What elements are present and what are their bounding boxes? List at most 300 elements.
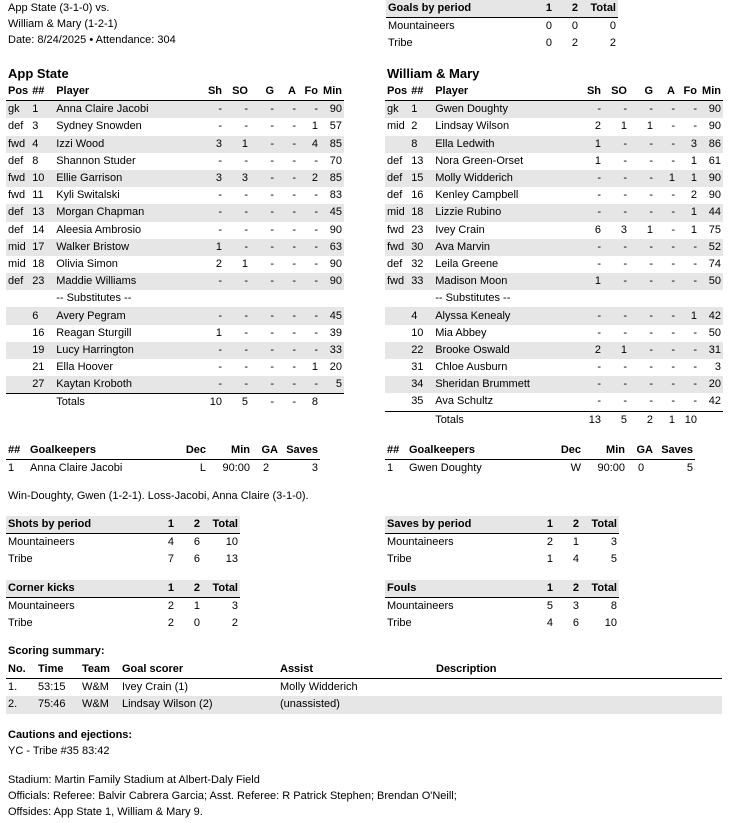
col-header: Goalkeepers [407, 442, 543, 460]
cell: 3 [231, 600, 238, 613]
cell: - [270, 189, 274, 202]
game-header [8, 0, 176, 48]
col-header: A [655, 83, 677, 101]
cell: fwd [387, 240, 405, 253]
col-header: Goalkeepers [28, 442, 168, 460]
cell: 1 [241, 137, 248, 150]
cell: - [623, 309, 627, 322]
cell: - [244, 240, 248, 253]
cell: - [649, 240, 653, 253]
cell: - [314, 257, 318, 270]
col-header: Fo [298, 83, 320, 101]
cell: mid [387, 206, 405, 219]
col-header: ## [385, 442, 407, 460]
cell: - [597, 257, 601, 270]
cell: 85 [329, 172, 342, 185]
cell: fwd [8, 137, 26, 150]
player-row [6, 342, 344, 359]
player-row [385, 239, 723, 256]
col-header: Total [202, 516, 240, 534]
cell: 75 [708, 223, 721, 236]
player-name: Lindsay Wilson [435, 120, 510, 133]
cell: - [244, 189, 248, 202]
cell [385, 376, 409, 393]
decision-line: Win-Doughty, Gwen (1-2-1). Loss-Jacobi, Anna Claire (3-1-0). [8, 490, 309, 502]
cell: 13 [411, 154, 424, 167]
col-header: Sh [198, 83, 224, 101]
col-header: Player [54, 83, 198, 101]
cell: 10 [32, 172, 45, 185]
app-state-title: App State [8, 66, 69, 81]
period-table-title: Shots by period [6, 516, 150, 534]
cell: - [623, 172, 627, 185]
col-header: Total [581, 516, 619, 534]
player-row [385, 342, 723, 359]
cell: 10 [411, 326, 424, 339]
totals-cell: 2 [629, 411, 655, 429]
cell: - [270, 257, 274, 270]
cell: 90 [708, 189, 721, 202]
player-row [6, 359, 344, 376]
cell: - [649, 103, 653, 116]
col-header: GA [252, 442, 280, 460]
totals-cell: - [250, 394, 276, 412]
william-mary-player-table [385, 83, 723, 429]
period-table-title: Saves by period [385, 516, 529, 534]
cell: 2 [231, 617, 238, 630]
william-mary-goalkeepers-table [385, 442, 695, 477]
cell: mid [8, 240, 26, 253]
table-row [385, 460, 695, 478]
cell: - [244, 378, 248, 391]
cell: - [671, 154, 675, 167]
table-row [6, 696, 722, 713]
player-name: Mia Abbey [435, 326, 487, 339]
cell: 5 [546, 600, 553, 613]
cell: 1 [311, 120, 318, 133]
cell: - [649, 361, 653, 374]
player-name: Shannon Studer [56, 154, 136, 167]
totals-cell [6, 394, 30, 412]
cell: - [292, 206, 296, 219]
cell: - [218, 361, 222, 374]
cell: 20 [708, 378, 721, 391]
cell: - [292, 120, 296, 133]
cell: 1 [594, 137, 601, 150]
cell: - [649, 189, 653, 202]
player-name: Ivey Crain [435, 223, 485, 236]
player-row [385, 170, 723, 187]
cell [6, 325, 30, 342]
cell: - [270, 154, 274, 167]
col-header: Team [80, 661, 120, 679]
player-name: Chloe Ausburn [435, 361, 508, 374]
cell: - [623, 361, 627, 374]
cell: 39 [329, 326, 342, 339]
col-header: 1 [528, 0, 554, 18]
cell [6, 359, 30, 376]
cell: 19 [32, 343, 45, 356]
cell: - [292, 137, 296, 150]
col-header: ## [30, 83, 54, 101]
cell: - [244, 120, 248, 133]
cell: 5 [335, 378, 342, 391]
player-name: Ella Ledwith [435, 137, 495, 150]
cell: 74 [708, 257, 721, 270]
cell: - [292, 189, 296, 202]
cell: (unassisted) [280, 698, 340, 711]
cell: 1 [311, 361, 318, 374]
cell: gk [8, 103, 20, 116]
totals-cell [385, 411, 409, 429]
team-name: Mountaineers [387, 536, 454, 549]
table-row [6, 460, 320, 478]
col-header: Total [202, 580, 240, 598]
totals-cell: 10 [677, 411, 699, 429]
team-name: Tribe [388, 37, 413, 50]
cell: 1 [690, 206, 697, 219]
player-name: Walker Bristow [56, 240, 130, 253]
player-row [6, 325, 344, 342]
header-line-3: Date: 8/24/2025 • Attendance: 304 [8, 34, 176, 46]
cell: 0 [571, 20, 578, 33]
cell: 10 [225, 536, 238, 549]
cell: - [244, 275, 248, 288]
cell: - [649, 395, 653, 408]
substitutes-label: -- Substitutes -- [435, 292, 511, 305]
cell: - [244, 309, 248, 322]
player-row [6, 187, 344, 204]
cell [6, 342, 30, 359]
player-row [6, 204, 344, 221]
cell: 61 [708, 154, 721, 167]
cell: - [623, 395, 627, 408]
player-name: Brooke Oswald [435, 343, 510, 356]
cell: 3 [610, 536, 617, 549]
cell [385, 307, 409, 324]
col-header: Saves [655, 442, 695, 460]
cell: 5 [610, 553, 617, 566]
cell: 53:15 [38, 681, 66, 694]
cell [434, 696, 722, 713]
cell: def [8, 223, 24, 236]
scoring-summary-table [6, 661, 722, 714]
cell: - [623, 103, 627, 116]
cell: gk [387, 103, 399, 116]
totals-cell: - [276, 394, 298, 412]
table-row [6, 598, 240, 616]
cell: 3 [241, 172, 248, 185]
cell: 42 [708, 309, 721, 322]
cell: 18 [32, 257, 45, 270]
cell: def [387, 154, 403, 167]
cell: - [649, 343, 653, 356]
player-row [385, 359, 723, 376]
player-row [6, 136, 344, 153]
cell: 4 [572, 553, 579, 566]
cell: 6 [572, 617, 579, 630]
cell: Molly Widderich [280, 681, 358, 694]
header-line-2: William & Mary (1-2-1) [8, 18, 118, 30]
cell: 2 [609, 37, 616, 50]
cell: - [218, 223, 222, 236]
cell: 13 [32, 206, 45, 219]
col-header: Min [583, 442, 627, 460]
cell: 23 [32, 275, 45, 288]
player-row [385, 256, 723, 273]
cell: fwd [8, 189, 26, 202]
cell: 23 [411, 223, 424, 236]
cell: - [314, 206, 318, 219]
cell: 0 [609, 20, 616, 33]
cell: - [292, 326, 296, 339]
cell: - [671, 189, 675, 202]
player-name: Olivia Simon [56, 257, 118, 270]
cell: - [244, 154, 248, 167]
william-mary-title: William & Mary [387, 66, 480, 81]
cell: - [292, 223, 296, 236]
cell: - [314, 326, 318, 339]
table-row [6, 534, 240, 552]
cell [6, 307, 30, 324]
cell: - [244, 223, 248, 236]
cell: 7 [167, 553, 174, 566]
app-state-player-table [6, 83, 344, 412]
cell: 85 [329, 137, 342, 150]
cell: 3 [620, 223, 627, 236]
col-header: Sh [577, 83, 603, 101]
cell: def [8, 206, 24, 219]
cell: - [649, 378, 653, 391]
cell: 4 [311, 137, 318, 150]
cell: 4 [32, 137, 39, 150]
cell: - [597, 361, 601, 374]
officials-line: Officials: Referee: Balvir Cabrera Garcia; Asst. Referee: R Patrick Stephen; Brendan O'Neill; [8, 790, 457, 802]
cell: W&M [82, 698, 109, 711]
cell: 1 [594, 275, 601, 288]
cell: 63 [329, 240, 342, 253]
totals-row [385, 411, 723, 429]
cell: - [314, 189, 318, 202]
cell: - [314, 378, 318, 391]
cell: 2 [167, 600, 174, 613]
cell: - [270, 206, 274, 219]
fouls-table [385, 580, 619, 633]
table-row [6, 551, 240, 568]
player-row [385, 325, 723, 342]
cell: - [597, 309, 601, 322]
offsides-line: Offsides: App State 1, William & Mary 9. [8, 806, 203, 818]
cell: - [671, 309, 675, 322]
cell: - [270, 309, 274, 322]
cell: Ivey Crain (1) [122, 681, 189, 694]
cell: - [292, 361, 296, 374]
player-row [6, 101, 344, 119]
col-header: ## [6, 442, 28, 460]
cell: 2 [546, 536, 553, 549]
cell: - [270, 378, 274, 391]
cell: 1 [690, 309, 697, 322]
cell: - [244, 326, 248, 339]
cell: - [218, 120, 222, 133]
cell: 2 [311, 172, 318, 185]
cell: 1 [646, 223, 653, 236]
game-footer [8, 772, 457, 820]
player-row [385, 204, 723, 221]
cell: 33 [329, 343, 342, 356]
col-header: A [276, 83, 298, 101]
cell: 86 [708, 137, 721, 150]
substitutes-label-row [6, 290, 344, 307]
cell: 16 [411, 189, 424, 202]
cell: - [292, 154, 296, 167]
cell: 0 [193, 617, 200, 630]
col-header: Description [434, 661, 722, 679]
cell: 8 [411, 137, 418, 150]
cell: 11 [32, 189, 44, 202]
player-name: Morgan Chapman [56, 206, 145, 219]
cell: - [218, 343, 222, 356]
cell: 20 [329, 361, 342, 374]
totals-cell: 1 [655, 411, 677, 429]
table-row [6, 679, 722, 697]
cell: - [649, 309, 653, 322]
cell: - [623, 189, 627, 202]
col-header: Time [36, 661, 80, 679]
cell: def [387, 189, 403, 202]
player-row [6, 222, 344, 239]
cell: 1 [387, 462, 394, 475]
cell: 44 [708, 206, 721, 219]
cell: - [314, 343, 318, 356]
player-row [6, 153, 344, 170]
cell: - [270, 172, 274, 185]
cell: - [292, 378, 296, 391]
cell: - [270, 223, 274, 236]
col-header: Min [208, 442, 252, 460]
player-row [6, 256, 344, 273]
cell: 50 [708, 275, 721, 288]
cell: - [314, 309, 318, 322]
cell: 33 [411, 275, 424, 288]
goals-by-period-title: Goals by period [386, 0, 528, 18]
cell: 31 [411, 361, 424, 374]
cell: 1 [690, 154, 697, 167]
player-row [385, 101, 723, 119]
cell: def [8, 154, 24, 167]
totals-cell: 5 [603, 411, 629, 429]
cell: - [314, 275, 318, 288]
cell: - [314, 154, 318, 167]
col-header: ## [409, 83, 433, 101]
cell: 6 [32, 309, 39, 322]
cell: 2 [690, 189, 697, 202]
cell: 1. [8, 681, 18, 694]
cautions-title: Cautions and ejections: [8, 729, 133, 741]
cell: - [671, 257, 675, 270]
cell: 18 [411, 206, 424, 219]
cell: 90 [329, 103, 342, 116]
cell: - [270, 103, 274, 116]
player-row [6, 273, 344, 290]
player-row [385, 187, 723, 204]
cell: - [218, 309, 222, 322]
player-name: Maddie Williams [56, 275, 137, 288]
player-name: Ava Marvin [435, 240, 491, 253]
cell: - [649, 257, 653, 270]
cell: 10 [604, 617, 617, 630]
cell: 1 [572, 536, 579, 549]
cell: 6 [594, 223, 601, 236]
cell: 30 [411, 240, 424, 253]
col-header: 2 [555, 580, 581, 598]
player-name: Lucy Harrington [56, 343, 134, 356]
col-header: Dec [543, 442, 583, 460]
col-header: G [250, 83, 276, 101]
cell: - [597, 395, 601, 408]
cell: 90 [708, 120, 721, 133]
cell: 3 [714, 361, 721, 374]
cell: 1 [241, 257, 248, 270]
cell: - [314, 103, 318, 116]
col-header: Goal scorer [120, 661, 278, 679]
team-name: Tribe [8, 553, 33, 566]
player-name: Kenley Campbell [435, 189, 519, 202]
cell: - [623, 206, 627, 219]
cell [434, 679, 722, 697]
player-name: Ella Hoover [56, 361, 114, 374]
cell: - [218, 189, 222, 202]
cell: 1 [668, 172, 675, 185]
cell: 1 [32, 103, 39, 116]
cell: - [649, 172, 653, 185]
cell: - [292, 343, 296, 356]
cell: 27 [32, 378, 45, 391]
cell [385, 359, 409, 376]
cell: - [693, 103, 697, 116]
cell: 90 [329, 257, 342, 270]
cell: - [623, 257, 627, 270]
team-name: Mountaineers [8, 536, 75, 549]
cell: 1 [215, 240, 222, 253]
col-header: 1 [150, 580, 176, 598]
cell: - [649, 154, 653, 167]
period-table-title: Fouls [385, 580, 529, 598]
cell: 21 [32, 361, 45, 374]
stadium-line: Stadium: Martin Family Stadium at Albert-Daly Field [8, 774, 260, 786]
cell: 50 [708, 326, 721, 339]
col-header: Total [580, 0, 618, 18]
player-row [385, 136, 723, 153]
cell: - [623, 275, 627, 288]
cell: - [292, 309, 296, 322]
player-name: Sydney Snowden [56, 120, 142, 133]
cell: 1 [594, 154, 601, 167]
player-name: Aleesia Ambrosio [56, 223, 142, 236]
table-row [385, 534, 619, 552]
cell: - [270, 240, 274, 253]
cell: Gwen Doughty [409, 462, 482, 475]
team-name: Mountaineers [387, 600, 454, 613]
player-row [385, 393, 723, 411]
col-header: 2 [176, 516, 202, 534]
cell: - [671, 395, 675, 408]
cell: fwd [387, 223, 405, 236]
cell: - [292, 103, 296, 116]
cell: 31 [708, 343, 721, 356]
cell: - [693, 343, 697, 356]
cell: - [292, 240, 296, 253]
